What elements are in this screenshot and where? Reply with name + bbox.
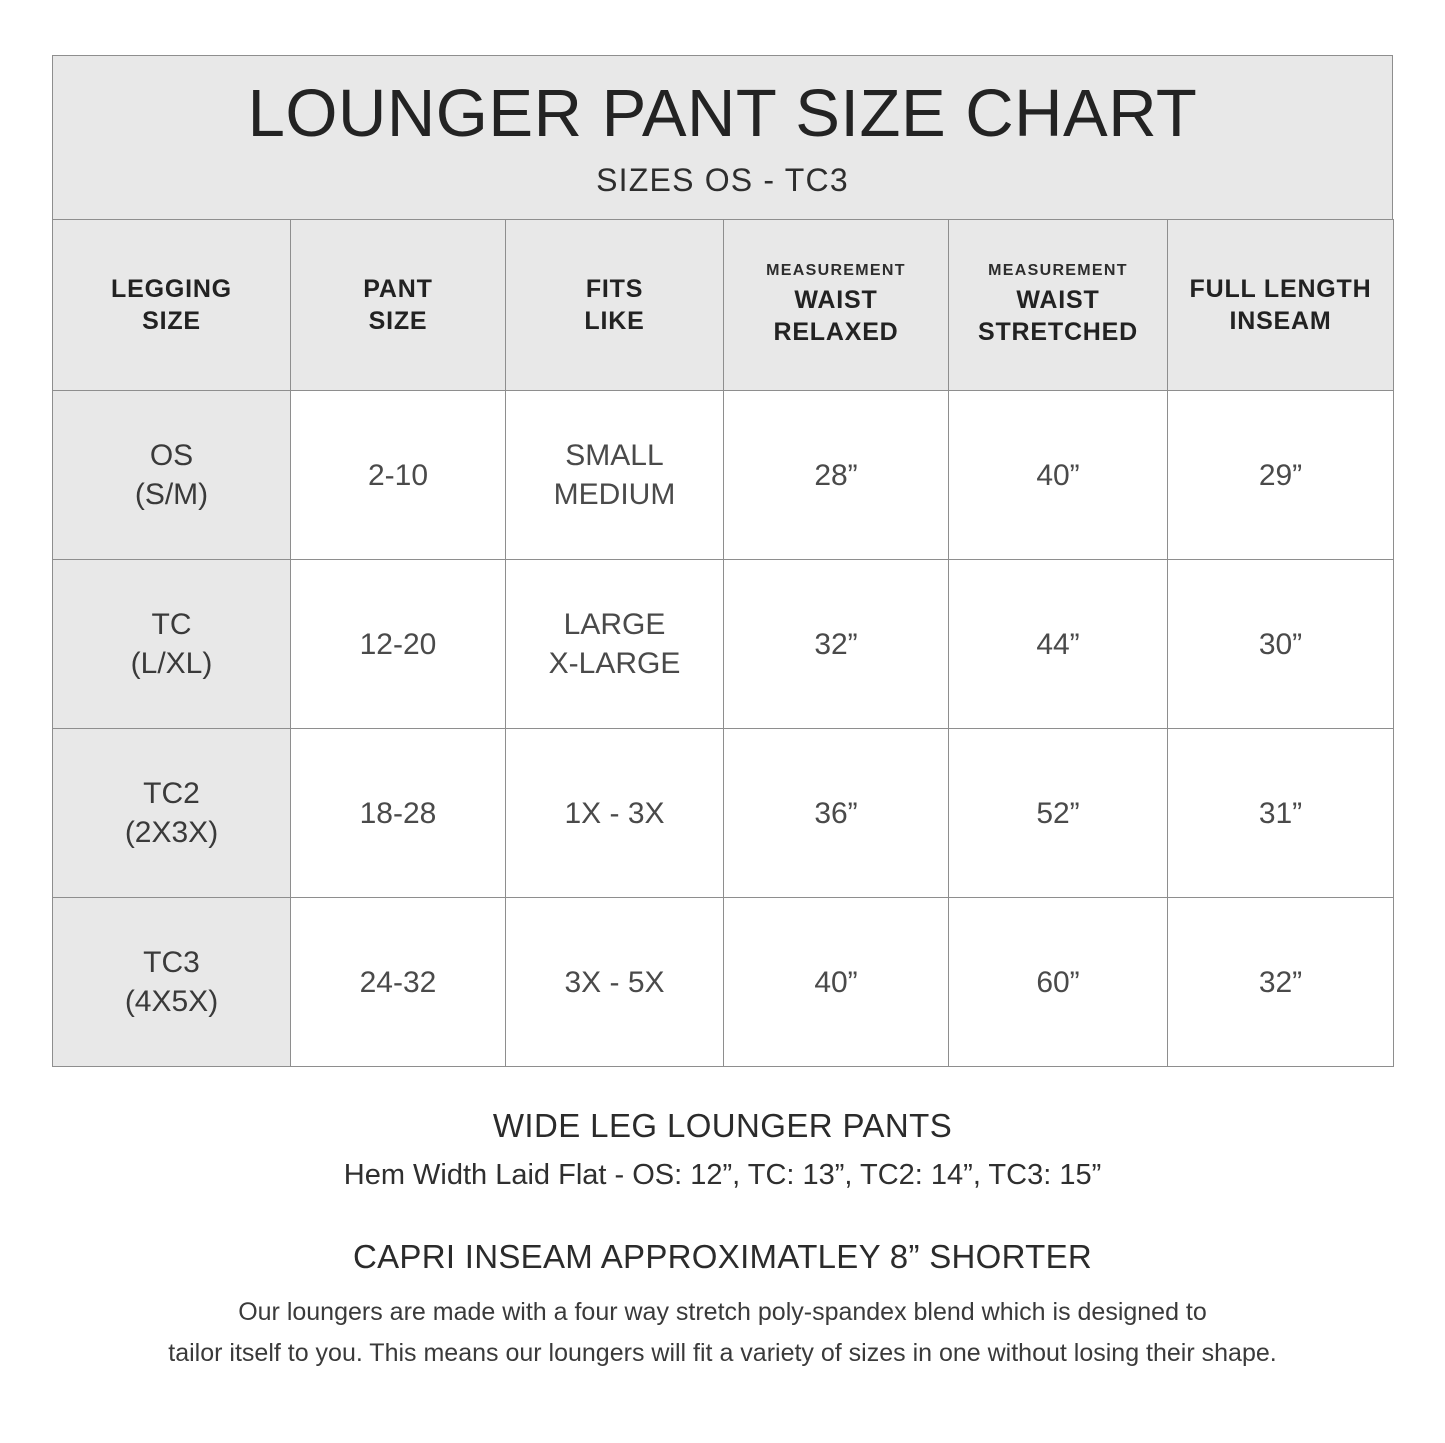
column-header-line1: WAIST bbox=[1016, 286, 1100, 315]
legging-size-line2: (L/XL) bbox=[130, 647, 213, 681]
column-header-line2: STRETCHED bbox=[978, 318, 1138, 347]
cell-full-length-inseam: 31” bbox=[1168, 729, 1394, 898]
column-header-line1: LEGGING bbox=[111, 275, 232, 304]
wide-leg-heading: WIDE LEG LOUNGER PANTS bbox=[492, 1107, 953, 1145]
legging-size-line2: (S/M) bbox=[134, 478, 209, 512]
column-header-pant-size bbox=[291, 220, 506, 391]
hem-width-note: Hem Width Laid Flat - OS: 12”, TC: 13”, TC2: 14”, TC3: 15” bbox=[343, 1159, 1102, 1192]
cell-legging-size bbox=[53, 560, 291, 729]
fabric-description-line1: Our loungers are made with a four way stretch poly-spandex blend which is designed to bbox=[238, 1298, 1207, 1327]
table-row bbox=[53, 391, 1394, 560]
cell-legging-size bbox=[53, 729, 291, 898]
cell-fits-like bbox=[506, 560, 724, 729]
legging-size-line1: TC3 bbox=[143, 946, 200, 980]
chart-header bbox=[52, 55, 1393, 219]
column-header-line2: SIZE bbox=[142, 307, 201, 336]
column-header-line2: SIZE bbox=[368, 307, 428, 336]
cell-waist-stretched: 52” bbox=[949, 729, 1168, 898]
cell-legging-size bbox=[53, 898, 291, 1067]
cell-fits-like bbox=[506, 729, 724, 898]
legging-size-line2: (4X5X) bbox=[124, 985, 219, 1019]
capri-inseam-note: CAPRI INSEAM APPROXIMATLEY 8” SHORTER bbox=[352, 1238, 1093, 1276]
fabric-description-line2: tailor itself to you. This means our loungers will fit a variety of sizes in one without losing their shape. bbox=[168, 1338, 1277, 1367]
table-row bbox=[53, 898, 1394, 1067]
fits-like-line1: 1X - 3X bbox=[564, 796, 665, 830]
column-header-waist-stretched bbox=[949, 220, 1168, 391]
fits-like-line1: SMALL bbox=[565, 439, 664, 473]
legging-size-line2: (2X3X) bbox=[124, 816, 219, 850]
size-chart-table bbox=[52, 219, 1394, 1067]
column-header-line2: LIKE bbox=[584, 307, 645, 336]
cell-waist-stretched: 60” bbox=[949, 898, 1168, 1067]
column-header-line1: PANT bbox=[363, 275, 433, 304]
cell-full-length-inseam: 29” bbox=[1168, 391, 1394, 560]
legging-size-line1: OS bbox=[149, 439, 194, 473]
column-header-line1: FITS bbox=[585, 275, 644, 304]
cell-legging-size bbox=[53, 391, 291, 560]
column-header-waist-relaxed bbox=[724, 220, 949, 391]
column-header-full-length-inseam bbox=[1168, 220, 1394, 391]
cell-waist-relaxed: 28” bbox=[724, 391, 949, 560]
table-row bbox=[53, 560, 1394, 729]
column-header-measurement-label: MEASUREMENT bbox=[766, 262, 906, 280]
column-header-line2: RELAXED bbox=[773, 318, 899, 347]
cell-fits-like bbox=[506, 898, 724, 1067]
legging-size-line1: TC2 bbox=[143, 777, 200, 811]
cell-full-length-inseam: 32” bbox=[1168, 898, 1394, 1067]
cell-waist-relaxed: 40” bbox=[724, 898, 949, 1067]
column-header-line1: FULL LENGTH bbox=[1189, 275, 1372, 304]
fits-like-line2: MEDIUM bbox=[553, 478, 676, 512]
cell-full-length-inseam: 30” bbox=[1168, 560, 1394, 729]
column-header-fits-like bbox=[506, 220, 724, 391]
fits-like-line1: 3X - 5X bbox=[564, 965, 665, 999]
column-header-line2: INSEAM bbox=[1229, 307, 1332, 336]
fits-like-line2: X-LARGE bbox=[548, 647, 681, 681]
legging-size-line1: TC bbox=[151, 608, 192, 642]
cell-waist-stretched: 40” bbox=[949, 391, 1168, 560]
fits-like-line1: LARGE bbox=[563, 608, 666, 642]
page-subtitle: SIZES OS - TC3 bbox=[596, 162, 849, 199]
cell-pant-size: 18-28 bbox=[291, 729, 506, 898]
fabric-description bbox=[52, 1292, 1393, 1373]
cell-pant-size: 2-10 bbox=[291, 391, 506, 560]
cell-waist-relaxed: 36” bbox=[724, 729, 949, 898]
footer-notes bbox=[52, 1107, 1393, 1373]
table-row bbox=[53, 729, 1394, 898]
column-header-legging-size bbox=[53, 220, 291, 391]
cell-pant-size: 12-20 bbox=[291, 560, 506, 729]
cell-waist-relaxed: 32” bbox=[724, 560, 949, 729]
table-header-row bbox=[53, 220, 1394, 391]
column-header-measurement-label: MEASUREMENT bbox=[988, 262, 1128, 280]
cell-waist-stretched: 44” bbox=[949, 560, 1168, 729]
column-header-line1: WAIST bbox=[794, 286, 878, 315]
page-title: LOUNGER PANT SIZE CHART bbox=[247, 76, 1198, 151]
cell-fits-like bbox=[506, 391, 724, 560]
cell-pant-size: 24-32 bbox=[291, 898, 506, 1067]
